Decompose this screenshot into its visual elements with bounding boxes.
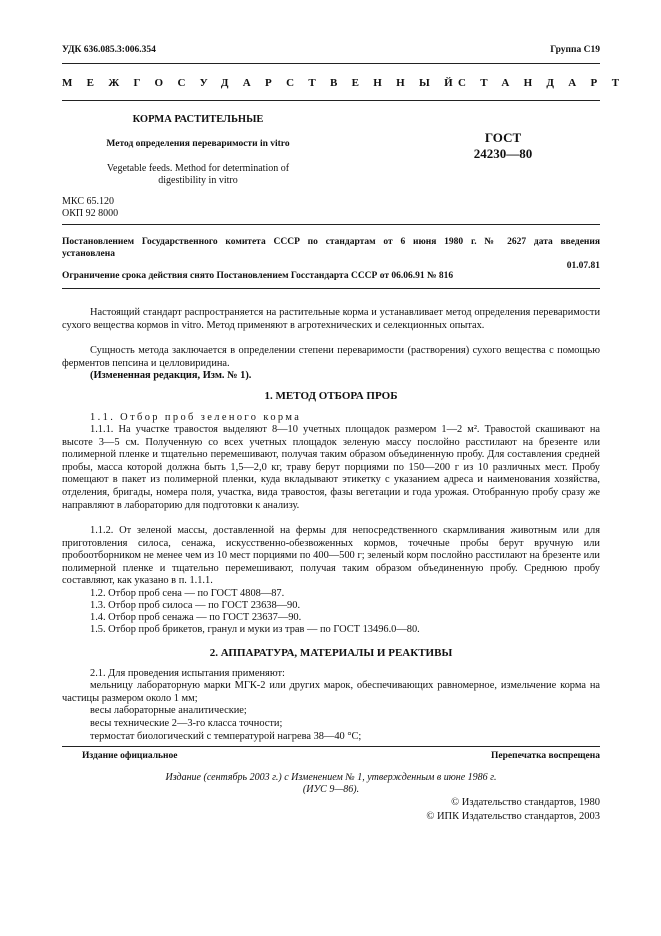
gost-label: ГОСТ [484,130,522,145]
document-title: КОРМА РАСТИТЕЛЬНЫЕ [132,114,264,125]
edition-note [62,772,600,796]
title-rule [62,224,600,225]
intro-paragraph-1: Настоящий стандарт распространяется на растительные корма и устанавливает метод определения переваримости сухого вещества кормов in vitro. Метод применяют в агротехнических и селекционных опытах. [62,307,600,331]
english-title [62,163,334,187]
clause-1-4: 1.4. Отбор проб сенажа — по ГОСТ 23637—90. [90,612,302,623]
clause-1-1-title: 1.1. Отбор проб зеленого корма [90,412,302,423]
decree-rule [62,288,600,289]
clause-1-3: 1.3. Отбор проб силоса — по ГОСТ 23638—90. [90,600,301,611]
clause-1-1-2: 1.1.2. От зеленой массы, доставленной на фермы для непосредственного скармливания животным или для приготовления силоса, сенажа, искусственно-обезвоженных кормов, точечные пробы берут вручную или пробоотборником не менее чем из 10 мест порциями по 400—500 г; зеленый корм послойно расстилают на брезенте или полимерной пленке и тщательно перемешивают, получая таким образом объединенную пробу. Среднюю пробу составляют, как указано в п. 1.1.1. [62,525,600,587]
group-code: Группа С19 [550,45,600,55]
english-title-line: digestibility in vitro [158,175,238,186]
clause-2-1: 2.1. Для проведения испытания применяют: [90,668,285,679]
okp-code: ОКП 92 8000 [62,207,119,219]
decree-line-2: установлена [62,249,115,259]
section-2-heading: 2. АППАРАТУРА, МАТЕРИАЛЫ И РЕАКТИВЫ [209,647,453,659]
reprint-notice: Перепечатка воспрещена [490,751,600,761]
equipment-item: мельницу лабораторную марки МГК-2 или других марок, обеспечивающих равномерное, измельчение корма на частицы размером около 1 мм; [62,680,600,704]
top-rule [62,63,600,64]
clause-1-1-1: 1.1.1. На участке травостоя выделяют 8—10 учетных площадок размером 1—2 м². Травостой скашивают на высоте 3—5 см. Полученную со всех учетных площадок зеленую массу послойно расстилают на брезенте или полимерной пленке и тщательно перемешивают, получая таким образом объединенную пробу. Для составления средней пробы, масса которой должна быть 1,5—2,0 кг, траву берут порциями по 150—200 г из 10 различных мест. Пробу помещают в пакет из полимерной пленки, куда вкладывают этикетку с указанием адреса и наименования хозяйства, отделения, бригады, номера поля, участка, вида травостоя, фазы вегетации и года урожая. Отобранную пробу сразу же направляют в лабораторию для подготовки к анализу. [62,424,600,511]
footer-rule [62,746,600,747]
decree-line-1: Постановлением Государственного комитета СССР по стандартам от 6 июня 1980 г. № 2627 дата введения [62,237,600,247]
document-subtitle: Метод определения переваримости in vitro [106,139,290,149]
gost-number: 24230—80 [473,146,533,161]
introduction-date: 01.07.81 [566,261,600,271]
standard-type-right: СТАНДАРТ [458,77,634,89]
english-title-line: Vegetable feeds. Method for determination of [106,163,290,174]
official-edition-label: Издание официальное [82,751,178,761]
equipment-item: весы технические 2—3-го класса точности; [90,718,283,729]
classification-codes [62,196,118,219]
standard-type-left: МЕЖГОСУДАРСТВЕННЫЙ [62,77,467,89]
mks-code: МКС 65.120 [62,196,114,207]
section-1-heading: 1. МЕТОД ОТБОРА ПРОБ [264,390,398,402]
equipment-item: весы лабораторные аналитические; [90,705,247,716]
clause-1-5: 1.5. Отбор проб брикетов, гранул и муки из трав — по ГОСТ 13496.0—80. [90,624,420,635]
copyright-line: © ИПК Издательство стандартов, 2003 [426,811,600,822]
equipment-item: термостат биологический с температурой нагрева 38—40 °С; [90,731,362,742]
edition-note-line: (ИУС 9—86). [302,784,360,795]
edition-note-line: Издание (сентябрь 2003 г.) с Изменением № 1, утвержденным в июне 1986 г. [165,772,497,783]
intro-paragraph-2: Сущность метода заключается в определении степени переваримости (растворения) сухого вещества с помощью ферментов пепсина и целловиридина. [62,345,600,369]
copyright-block [426,796,600,824]
clause-1-2: 1.2. Отбор проб сена — по ГОСТ 4808—87. [90,588,285,599]
validity-limit-note: Ограничение срока действия снято Постановлением Госстандарта СССР от 06.06.91 № 816 [62,271,454,281]
udc-code: УДК 636.085.3:006.354 [62,45,156,55]
amendment-note: (Измененная редакция, Изм. № 1). [90,370,252,381]
header-rule [62,100,600,101]
copyright-line: © Издательство стандартов, 1980 [451,797,600,808]
